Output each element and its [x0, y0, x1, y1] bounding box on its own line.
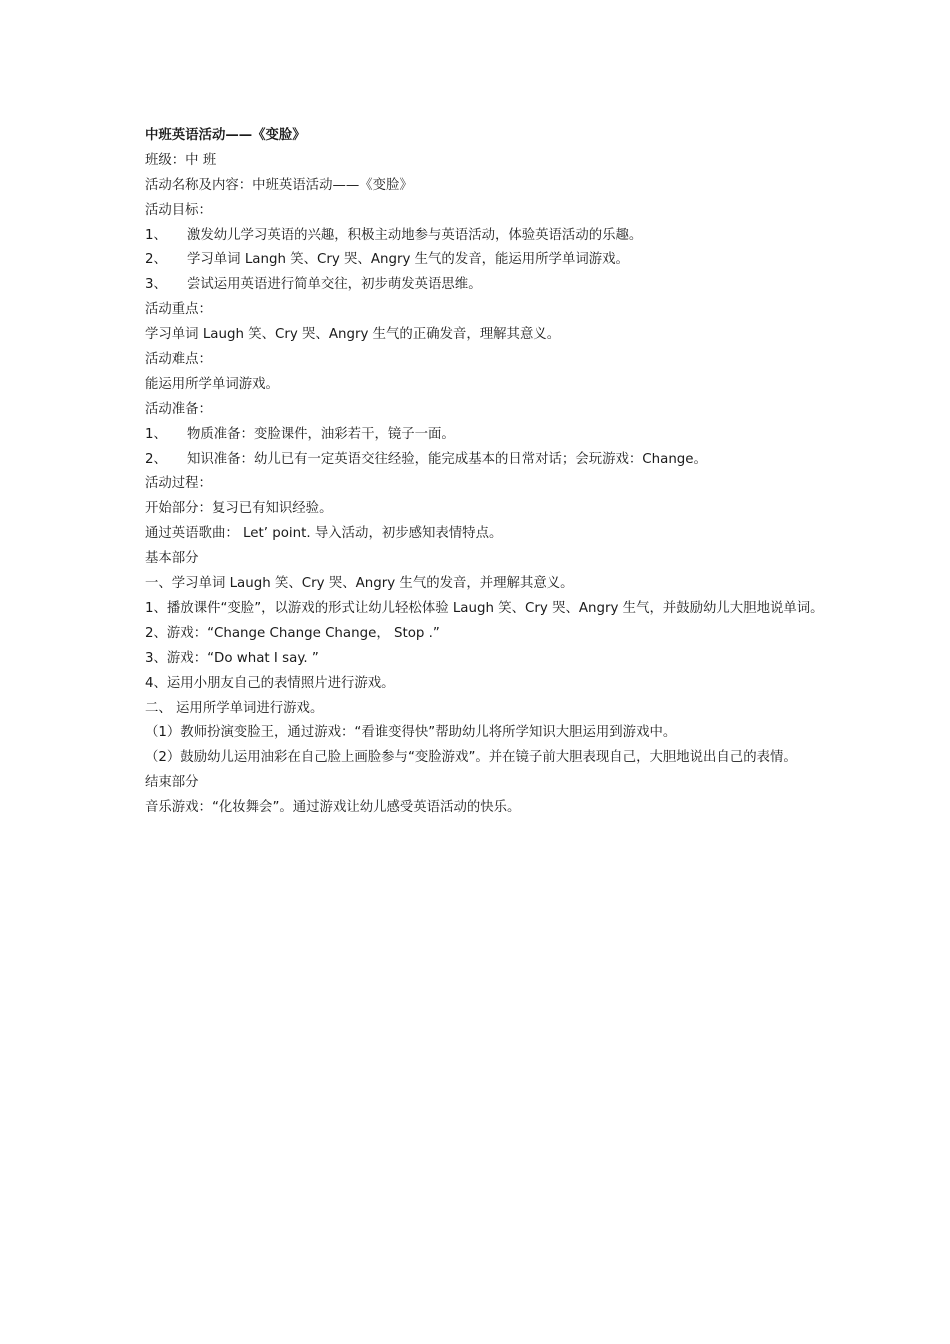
prep-number: 1、 — [145, 426, 167, 442]
goal-number: 3、 — [145, 277, 167, 293]
prep-text: 物质准备：变脸课件，油彩若干，镜子一面。 — [187, 426, 455, 442]
goal-item — [145, 273, 825, 298]
document-title: 中班英语活动——《变脸》 — [145, 128, 306, 143]
prep-item — [145, 423, 825, 448]
goal-text: 学习单词 Langh 笑、Cry 哭、Angry 生气的发音，能运用所学单词游戏。 — [187, 252, 629, 268]
difficulty-text: 能运用所学单词游戏。 — [145, 376, 279, 392]
activity-name-line: 活动名称及内容：中班英语活动——《变脸》 — [145, 177, 413, 193]
goals-heading: 活动目标： — [145, 202, 212, 218]
key-heading: 活动重点： — [145, 302, 212, 318]
class-line: 班级：中 班 — [145, 152, 217, 168]
key-text: 学习单词 Laugh 笑、Cry 哭、Angry 生气的正确发音，理解其意义。 — [145, 327, 561, 343]
goal-text: 尝试运用英语进行简单交往，初步萌发英语思维。 — [187, 277, 482, 293]
process-heading: 活动过程： — [145, 476, 212, 492]
end-heading: 结束部分 — [145, 775, 199, 791]
document-page — [145, 124, 825, 821]
difficulty-heading: 活动难点： — [145, 352, 212, 368]
goal-item — [145, 224, 825, 249]
prep-text: 知识准备：幼儿已有一定英语交往经验，能完成基本的日常对话；会玩游戏：Change。 — [187, 451, 707, 467]
step-three: 3、游戏：“Do what I say. ” — [145, 650, 319, 666]
prep-item — [145, 448, 825, 473]
start-part: 开始部分：复习已有知识经验。 — [145, 501, 333, 517]
end-text: 音乐游戏：“化妆舞会”。通过游戏让幼儿感受英语活动的快乐。 — [145, 800, 521, 816]
section-two: 二、 运用所学单词进行游戏。 — [145, 700, 324, 716]
song-line: 通过英语歌曲： Let’ point. 导入活动，初步感知表情特点。 — [145, 526, 503, 542]
sub-step-one: （1）教师扮演变脸王，通过游戏：“看谁变得快”帮助幼儿将所学知识大胆运用到游戏中。 — [145, 725, 677, 741]
section-one: 一、学习单词 Laugh 笑、Cry 哭、Angry 生气的发音，并理解其意义。 — [145, 576, 574, 592]
goal-item — [145, 248, 825, 273]
basic-heading: 基本部分 — [145, 551, 199, 567]
step-one: 1、播放课件“变脸”，以游戏的形式让幼儿轻松体验 Laugh 笑、Cry 哭、Angry 生气，并鼓励幼儿大胆地说单词。 — [145, 600, 824, 616]
sub-step-two: （2）鼓励幼儿运用油彩在自己脸上画脸参与“变脸游戏”。并在镜子前大胆表现自己，大胆地说出自己的表情。 — [145, 750, 797, 766]
step-four: 4、运用小朋友自己的表情照片进行游戏。 — [145, 675, 395, 691]
prep-heading: 活动准备： — [145, 401, 212, 417]
step-two: 2、游戏：“Change Change Change， Stop .” — [145, 625, 440, 641]
goal-number: 2、 — [145, 252, 167, 268]
goal-number: 1、 — [145, 227, 167, 243]
goal-text: 激发幼儿学习英语的兴趣，积极主动地参与英语活动，体验英语活动的乐趣。 — [187, 227, 643, 243]
prep-number: 2、 — [145, 451, 167, 467]
